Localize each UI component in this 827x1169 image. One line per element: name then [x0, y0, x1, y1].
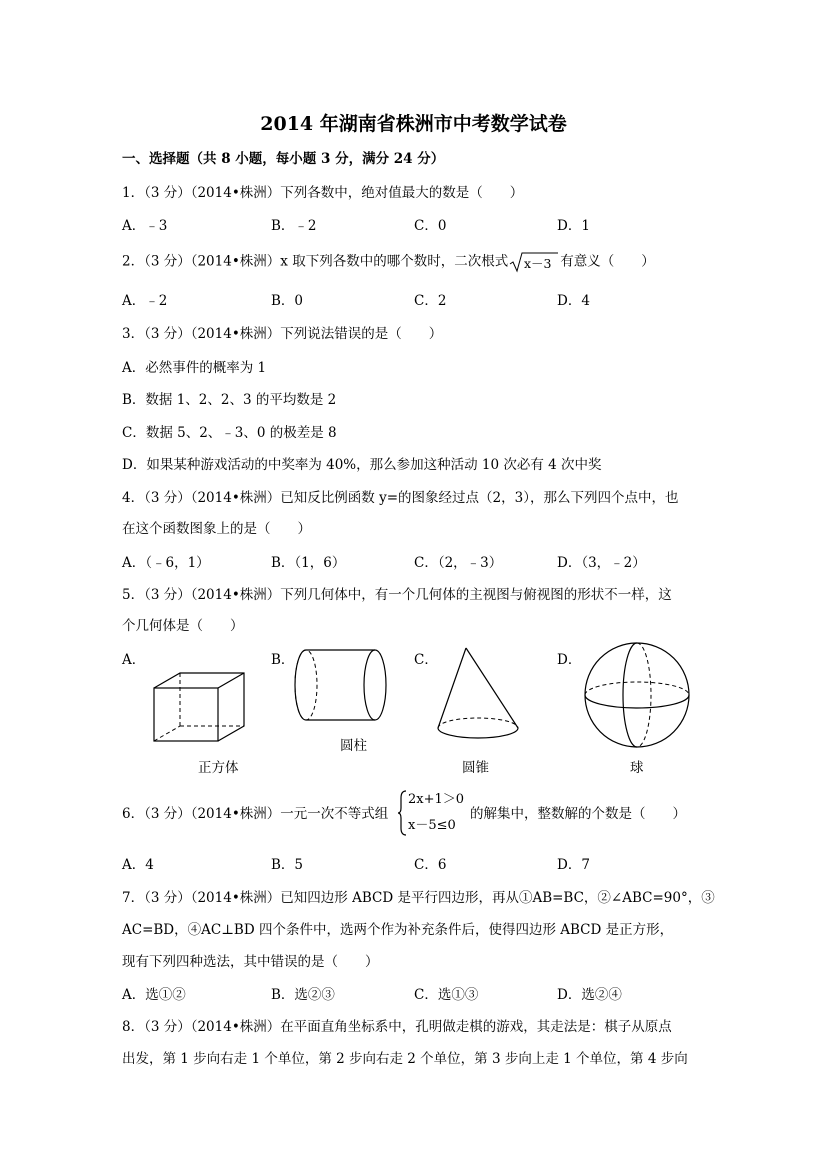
question-4-stem-line1: 4．（3 分）（2014•株洲）已知反比例函数 y=的图象经过点（2，3），那么下列四个点中，也 [122, 490, 679, 506]
question-7-stem-line1: 7．（3 分）（2014•株洲）已知四边形 ABCD 是平行四边形，再从①AB=BC，②∠ABC=90°，③ [122, 890, 715, 906]
question-3-option-b: B．数据 1、2、2、3 的平均数是 2 [122, 392, 337, 408]
caption-cube: 正方体 [198, 760, 239, 776]
inequality-2: x－5≤0 [408, 818, 456, 833]
question-3-stem: 3．（3 分）（2014•株洲）下列说法错误的是（ ） [122, 326, 443, 342]
question-1-option-a: A．﹣3 [122, 218, 168, 234]
question-4-option-a: A．（﹣6，1） [122, 555, 210, 571]
question-2-stem-post: 有意义（ ） [560, 253, 655, 270]
question-5-option-d: D． [557, 652, 582, 668]
question-7-option-a: A．选①② [122, 987, 186, 1003]
question-1-option-b: B．﹣2 [271, 218, 317, 234]
inequality-1: 2x+1＞0 [408, 792, 465, 807]
question-3-option-d: D．如果某种游戏活动的中奖率为 40%，那么参加这种活动 10 次必有 4 次中奖 [122, 457, 602, 473]
question-7-option-d: D．选②④ [557, 987, 622, 1003]
question-5-stem-line2: 个几何体是（ ） [122, 618, 244, 634]
question-7-option-b: B．选②③ [271, 987, 335, 1003]
question-6-stem-post: 的解集中，整数解的个数是（ ） [470, 806, 686, 822]
question-2-option-b: B．0 [271, 293, 304, 309]
caption-sphere: 球 [630, 760, 644, 776]
question-2-stem [122, 251, 655, 273]
sphere-figure [582, 640, 692, 750]
question-3-option-c: C．数据 5、2、﹣3、0 的极差是 8 [122, 425, 337, 441]
caption-cylinder: 圆柱 [340, 738, 367, 754]
cube-figure [150, 670, 250, 745]
section-heading: 一、选择题（共 8 小题，每小题 3 分，满分 24 分） [122, 151, 445, 167]
sqrt-radicand: x－3 [524, 256, 552, 271]
question-2-option-d: D．4 [557, 293, 590, 309]
cylinder-figure [292, 647, 392, 727]
question-8-stem-line1: 8．（3 分）（2014•株洲）在平面直角坐标系中，孔明做走棋的游戏，其走法是：棋子从原点 [122, 1019, 672, 1035]
question-1-stem: 1．（3 分）（2014•株洲）下列各数中，绝对值最大的数是（ ） [122, 185, 524, 201]
question-4-option-d: D．（3，﹣2） [557, 555, 646, 571]
question-5-option-c: C． [414, 652, 438, 668]
page-title: 2014 年湖南省株洲市中考数学试卷 [260, 113, 567, 135]
question-7-option-c: C．选①③ [414, 987, 479, 1003]
question-4-option-c: C．（2，﹣3） [414, 555, 503, 571]
question-2-option-c: C．2 [414, 293, 447, 309]
question-6-option-c: C．6 [414, 857, 447, 873]
question-1-option-c: C．0 [414, 218, 447, 234]
question-8-stem-line2: 出发，第 1 步向右走 1 个单位，第 2 步向右走 2 个单位，第 3 步向上走 1 个单位，第 4 步向 [122, 1051, 688, 1067]
question-2-stem-pre: 2．（3 分）（2014•株洲）x 取下列各数中的哪个数时，二次根式 [122, 253, 509, 270]
question-6-option-b: B．5 [271, 857, 304, 873]
question-7-stem-line2: AC=BD，④AC⊥BD 四个条件中，选两个作为补充条件后，使得四边形 ABCD 是正方形， [122, 922, 674, 938]
question-7-stem-line3: 现有下列四种选法，其中错误的是（ ） [122, 954, 379, 970]
question-6-stem-pre: 6．（3 分）（2014•株洲）一元一次不等式组 [122, 806, 389, 822]
question-1-option-d: D．1 [557, 218, 590, 234]
question-4-stem-line2: 在这个函数图象上的是（ ） [122, 521, 311, 537]
question-6-option-a: A．4 [122, 857, 154, 873]
brace-icon [398, 790, 408, 840]
question-5-stem-line1: 5．（3 分）（2014•株洲）下列几何体中，有一个几何体的主视图与俯视图的形状不一样，这 [122, 587, 672, 603]
question-4-option-b: B．（1，6） [271, 555, 346, 571]
question-3-option-a: A．必然事件的概率为 1 [122, 360, 267, 376]
question-5-option-b: B． [271, 652, 295, 668]
question-5-option-a: A． [122, 652, 146, 668]
sqrt-expression [509, 251, 559, 273]
cone-figure [434, 645, 524, 745]
caption-cone: 圆锥 [462, 760, 489, 776]
question-6-option-d: D．7 [557, 857, 590, 873]
question-2-option-a: A．﹣2 [122, 293, 168, 309]
